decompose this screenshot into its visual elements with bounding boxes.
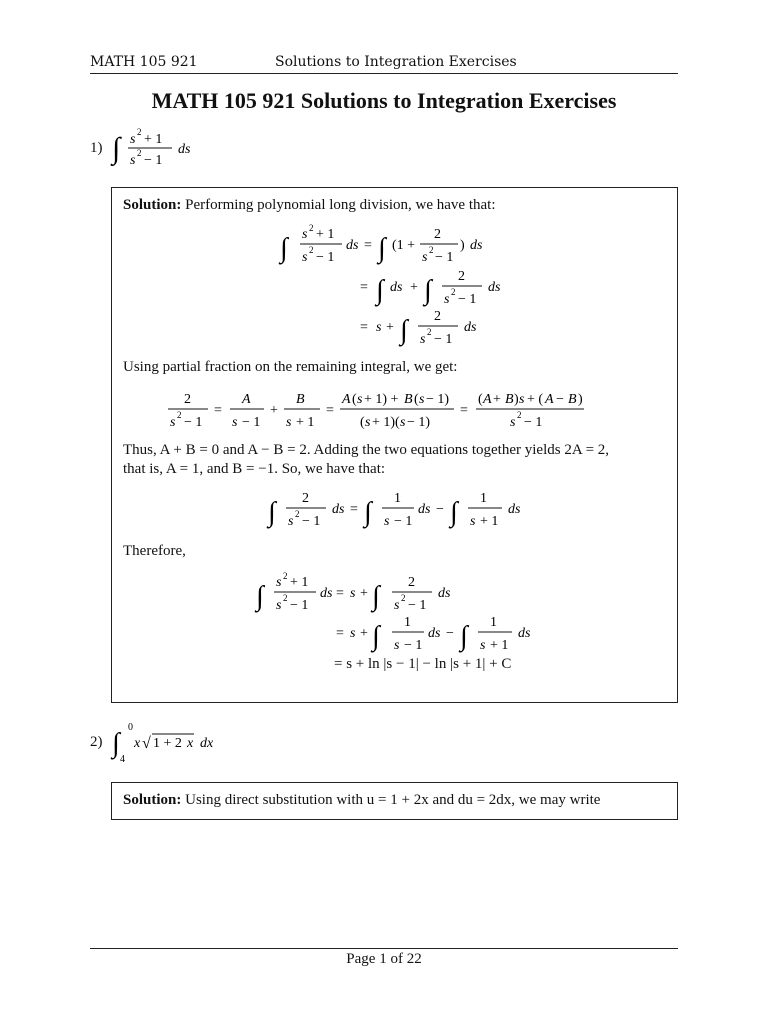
partial-fraction-equation [164, 386, 634, 434]
svg-text:2: 2 [458, 269, 465, 284]
page-title: MATH 105 921 Solutions to Integration Exercises [151, 88, 617, 113]
svg-text:s: s [350, 626, 356, 641]
svg-text:1 + 2: 1 + 2 [153, 736, 182, 751]
svg-text:s: s [394, 638, 400, 653]
svg-text:2: 2 [427, 327, 432, 337]
svg-text:=: = [326, 403, 334, 418]
long-division-equations [272, 224, 532, 348]
svg-text:+ 1: + 1 [144, 132, 163, 147]
header-subject: Solutions to Integration Exercises [275, 54, 517, 70]
svg-text:s: s [286, 415, 292, 430]
svg-text:=: = [460, 403, 468, 418]
svg-text:2: 2 [137, 148, 142, 158]
svg-text:+ 1: + 1 [296, 415, 315, 430]
svg-text:∫: ∫ [376, 275, 384, 306]
svg-text:=: = [364, 238, 372, 253]
svg-text:ds: ds [508, 502, 521, 517]
svg-text:s: s [276, 598, 282, 613]
svg-text:s: s [130, 132, 136, 147]
svg-text:−: − [436, 502, 444, 517]
svg-text:ds: ds [346, 238, 359, 253]
svg-text:ds: ds [390, 280, 403, 295]
split-integral-equation [262, 488, 542, 536]
svg-text:2: 2 [283, 593, 288, 603]
svg-text:− 1): − 1) [426, 392, 450, 407]
svg-text:2: 2 [517, 410, 522, 420]
svg-text:ds: ds [464, 320, 477, 335]
svg-text:2: 2 [295, 509, 300, 519]
solution-2-intro: Using direct substitution with u = 1 + 2x and du = 2dx, we may write [185, 792, 601, 808]
svg-text:−: − [556, 392, 564, 407]
problem-1-number: 1) [90, 140, 103, 156]
svg-text:=: = [350, 502, 358, 517]
svg-text:1: 1 [490, 615, 497, 630]
svg-text:− 1: − 1 [434, 332, 453, 347]
svg-text:ds: ds [320, 586, 333, 601]
svg-text:− 1: − 1 [458, 292, 477, 307]
svg-text:+: + [386, 320, 394, 335]
svg-text:∫: ∫ [378, 233, 386, 264]
svg-text:B: B [404, 392, 413, 407]
svg-text:2: 2 [184, 392, 191, 407]
svg-text:s: s [357, 392, 363, 407]
svg-text:): ) [514, 392, 519, 407]
svg-text:4: 4 [120, 754, 125, 765]
therefore-text: Therefore, [123, 543, 186, 559]
svg-text:s: s [288, 514, 294, 529]
svg-text:2: 2 [451, 287, 456, 297]
svg-text:∫: ∫ [268, 497, 276, 528]
svg-text:x: x [187, 736, 194, 751]
svg-text:(: ( [478, 392, 483, 407]
svg-text:−: − [446, 626, 454, 641]
svg-text:∫: ∫ [372, 621, 380, 652]
svg-text:ds: ds [438, 586, 451, 601]
svg-text:=: = [360, 280, 368, 295]
footer-rule [90, 948, 678, 949]
svg-text:2: 2 [302, 491, 309, 506]
svg-text:(: ( [352, 392, 357, 407]
svg-text:s: s [519, 392, 525, 407]
svg-text:=: = [360, 320, 368, 335]
svg-text:2: 2 [177, 410, 182, 420]
svg-text:A: A [242, 392, 251, 407]
svg-text:∫: ∫ [424, 275, 432, 306]
svg-text:s: s [422, 250, 428, 265]
svg-text:): ) [578, 392, 583, 407]
svg-text:s: s [350, 586, 356, 601]
svg-text:s: s [510, 415, 516, 430]
svg-text:2: 2 [408, 575, 415, 590]
svg-text:B: B [568, 392, 577, 407]
svg-text:s: s [276, 575, 282, 590]
svg-text:s: s [302, 227, 308, 242]
svg-text:+: + [410, 280, 418, 295]
svg-text:ds: ds [178, 142, 191, 157]
partial-fraction-text: Using partial fraction on the remaining integral, we get: [123, 359, 458, 375]
solution-2-label: Solution: [123, 792, 182, 808]
svg-text:+ 1: + 1 [316, 227, 335, 242]
svg-text:x: x [134, 736, 141, 751]
problem-2-integral [108, 718, 228, 768]
svg-text:s: s [444, 292, 450, 307]
svg-text:0: 0 [128, 722, 133, 733]
solution-2-box [111, 782, 678, 820]
svg-text:1: 1 [394, 491, 401, 506]
svg-text:A: A [483, 392, 492, 407]
svg-text:s: s [420, 332, 426, 347]
header-course: MATH 105 921 [90, 54, 198, 70]
svg-text:− 1: − 1 [404, 638, 423, 653]
svg-text:s: s [384, 514, 390, 529]
svg-text:∫: ∫ [372, 581, 380, 612]
svg-text:2: 2 [434, 227, 441, 242]
svg-text:2: 2 [309, 224, 314, 233]
svg-text:+ 1) +: + 1) + [364, 392, 399, 407]
svg-text:=: = [336, 626, 344, 641]
svg-text:s: s [470, 514, 476, 529]
svg-text:1: 1 [480, 491, 487, 506]
svg-text:∫: ∫ [400, 315, 408, 346]
svg-text:− 1): − 1) [407, 415, 431, 430]
svg-text:2: 2 [137, 127, 142, 137]
header-rule [90, 73, 678, 74]
svg-text:2: 2 [401, 593, 406, 603]
svg-text:+: + [270, 403, 278, 418]
svg-text:A: A [545, 392, 554, 407]
svg-text:ds: ds [418, 502, 431, 517]
svg-text:ds: ds [332, 502, 345, 517]
svg-text:∫: ∫ [280, 233, 288, 264]
solution-1-label: Solution: [123, 197, 182, 213]
svg-text:− 1: − 1 [184, 415, 203, 430]
svg-text:− 1: − 1 [408, 598, 427, 613]
svg-text:∫: ∫ [460, 621, 468, 652]
svg-text:ds: ds [470, 238, 483, 253]
svg-text:(: ( [360, 415, 365, 430]
svg-text:ds: ds [428, 626, 441, 641]
svg-text:(1 +: (1 + [392, 238, 416, 253]
svg-text:A: A [342, 392, 351, 407]
svg-text:2: 2 [429, 245, 434, 255]
final-result: = s + ln |s − 1| − ln |s + 1| + C [334, 656, 512, 672]
svg-text:∫: ∫ [450, 497, 458, 528]
svg-text:− 1: − 1 [394, 514, 413, 529]
svg-text:B: B [296, 392, 305, 407]
thus-line-1: Thus, A + B = 0 and A − B = 2. Adding the two equations together yields 2A = 2, [123, 442, 610, 458]
svg-text:2: 2 [434, 309, 441, 324]
svg-text:− 1: − 1 [302, 514, 321, 529]
svg-text:+ 1: + 1 [490, 638, 509, 653]
svg-text:∫: ∫ [256, 581, 264, 612]
svg-text:1: 1 [404, 615, 411, 630]
svg-text:+ 1)(: + 1)( [372, 415, 400, 430]
problem-1-integral [108, 124, 218, 172]
svg-text:): ) [460, 238, 465, 253]
svg-text:+ 1: + 1 [480, 514, 499, 529]
svg-text:+ (: + ( [527, 392, 544, 407]
svg-text:s: s [130, 153, 136, 168]
thus-line-2: that is, A = 1, and B = −1. So, we have that: [123, 461, 386, 477]
svg-text:+: + [360, 586, 368, 601]
svg-text:=: = [214, 403, 222, 418]
svg-text:− 1: − 1 [316, 250, 335, 265]
svg-text:2: 2 [283, 572, 288, 581]
svg-text:s: s [376, 320, 382, 335]
svg-text:s: s [365, 415, 371, 430]
svg-text:dx: dx [200, 736, 214, 751]
svg-text:+: + [360, 626, 368, 641]
svg-text:2: 2 [309, 245, 314, 255]
problem-2-number: 2) [90, 734, 103, 750]
page-number: Page 1 of 22 [346, 951, 422, 967]
svg-text:=: = [336, 586, 344, 601]
svg-text:∫: ∫ [364, 497, 372, 528]
svg-text:− 1: − 1 [435, 250, 454, 265]
svg-text:ds: ds [488, 280, 501, 295]
svg-text:∫: ∫ [112, 728, 120, 759]
svg-text:s: s [400, 415, 406, 430]
svg-text:+: + [493, 392, 501, 407]
svg-text:s: s [170, 415, 176, 430]
svg-text:(: ( [414, 392, 419, 407]
solution-1-intro: Performing polynomial long division, we have that: [185, 197, 496, 213]
svg-text:s: s [419, 392, 425, 407]
svg-text:− 1: − 1 [144, 153, 163, 168]
solution-1-box [111, 187, 678, 703]
svg-text:s: s [302, 250, 308, 265]
svg-text:− 1: − 1 [242, 415, 261, 430]
svg-text:B: B [505, 392, 514, 407]
svg-text:s: s [232, 415, 238, 430]
svg-text:+ 1: + 1 [290, 575, 309, 590]
svg-text:− 1: − 1 [290, 598, 309, 613]
svg-text:− 1: − 1 [524, 415, 543, 430]
svg-text:∫: ∫ [112, 132, 121, 165]
svg-text:s: s [480, 638, 486, 653]
svg-text:ds: ds [518, 626, 531, 641]
svg-text:s: s [394, 598, 400, 613]
svg-text:√: √ [142, 735, 151, 752]
